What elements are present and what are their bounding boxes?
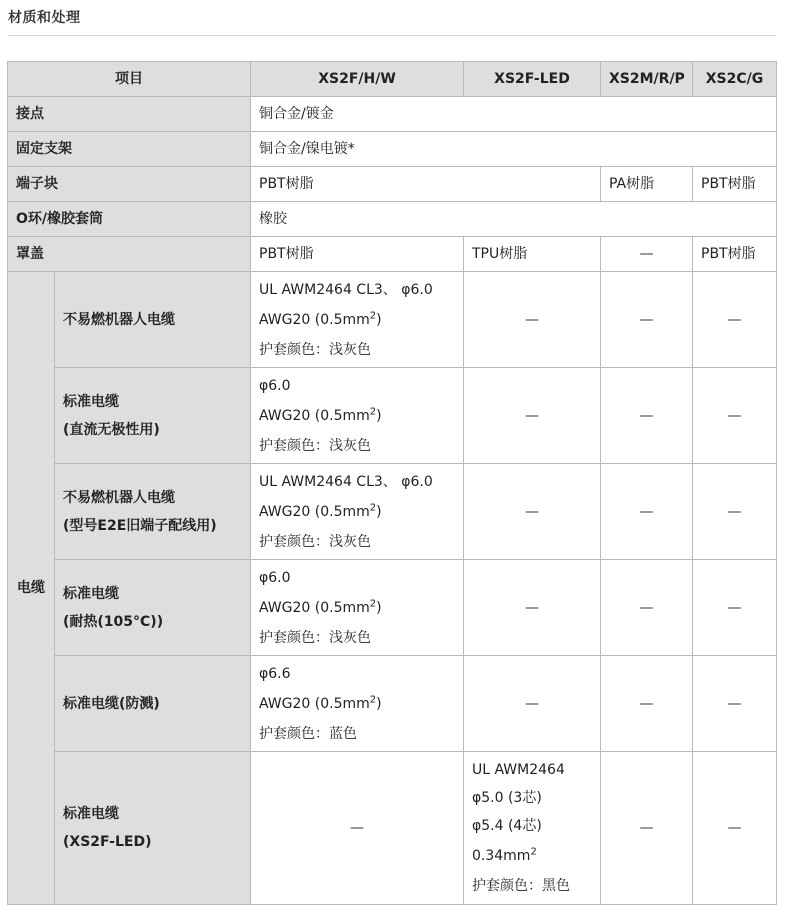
cable-spec-5-sup: 2: [369, 693, 377, 705]
cable-2-xs2c-dash: —: [693, 368, 777, 464]
cell-cover-xs2f-led: TPU树脂: [464, 237, 601, 272]
cable-name-1: [55, 272, 251, 368]
cable-spec-6-line-4: [472, 840, 592, 872]
row-label-cover: 罩盖: [8, 237, 251, 272]
cable-spec-5-line-1: φ6.6: [259, 665, 291, 682]
cable-spec-2-line-1: φ6.0: [259, 377, 291, 394]
cable-spec-4-close: ): [376, 599, 382, 616]
cable-spec-3-awg: AWG20 (0.5mm: [259, 503, 370, 520]
cell-oring-value: 橡胶: [251, 202, 777, 237]
materials-table: [7, 61, 777, 905]
cell-bracket-value: 铜合金/镍电镀*: [251, 132, 777, 167]
cable-spec-4-awg: AWG20 (0.5mm: [259, 599, 370, 616]
cable-name-4-line-2: (耐热(105°C)): [63, 613, 164, 630]
cable-name-6: [55, 752, 251, 905]
cable-spec-6-size: 0.34mm: [472, 848, 531, 864]
cable-spec-1: [251, 272, 464, 368]
cable-spec-2-close: ): [376, 407, 382, 424]
table-header-row: [8, 62, 777, 97]
cable-3-xs2m-dash: —: [601, 464, 693, 560]
cable-1-xs2c-dash: —: [693, 272, 777, 368]
cell-cover-xs2m: —: [601, 237, 693, 272]
cable-spec-6-line-2: φ5.0 (3芯): [472, 790, 542, 806]
cable-name-3-line-1: 不易燃机器人电缆: [63, 489, 175, 506]
table-row-cable-5: [8, 656, 777, 752]
cable-name-4-line-1: 标准电缆: [63, 585, 119, 602]
cable-spec-3-close: ): [376, 503, 382, 520]
cable-spec-5-line-3: 护套颜色：蓝色: [259, 725, 357, 742]
header-xs2f-led: XS2F-LED: [464, 62, 601, 97]
cable-spec-3-line-3: 护套颜色：浅灰色: [259, 533, 371, 550]
cable-spec-1-line-2: [259, 304, 455, 336]
cable-name-5: [55, 656, 251, 752]
cable-spec-3: [251, 464, 464, 560]
cable-6-xs2m-dash: —: [601, 752, 693, 905]
cell-cover-xs2f-h-w: PBT树脂: [251, 237, 464, 272]
cable-spec-4-line-2: [259, 592, 455, 624]
table-row-cover: [8, 237, 777, 272]
cable-spec-5: [251, 656, 464, 752]
cable-name-6-line-2: (XS2F-LED): [63, 834, 152, 850]
cell-terminal-block-xs2f: PBT树脂: [251, 167, 601, 202]
cable-spec-2: [251, 368, 464, 464]
table-row-contact: [8, 97, 777, 132]
cable-spec-2-line-2: [259, 400, 455, 432]
cable-spec-4-line-1: φ6.0: [259, 569, 291, 586]
cable-spec-1-line-1: UL AWM2464 CL3、 φ6.0: [259, 281, 433, 298]
cable-spec-4: [251, 560, 464, 656]
cable-name-1-line-1: 不易燃机器人电缆: [63, 311, 175, 328]
row-label-bracket: 固定支架: [8, 132, 251, 167]
table-row-cable-2: [8, 368, 777, 464]
cable-name-2-line-2: (直流无极性用): [63, 421, 160, 438]
cell-terminal-block-xs2m: PA树脂: [601, 167, 693, 202]
cable-5-xs2c-dash: —: [693, 656, 777, 752]
header-xs2c-g: XS2C/G: [693, 62, 777, 97]
cable-2-led-dash: —: [464, 368, 601, 464]
cable-name-3-line-2: (型号E2E旧端子配线用): [63, 517, 217, 534]
table-row-terminal-block: [8, 167, 777, 202]
cable-spec-1-awg: AWG20 (0.5mm: [259, 311, 370, 328]
cable-5-xs2m-dash: —: [601, 656, 693, 752]
cable-2-xs2m-dash: —: [601, 368, 693, 464]
title-divider: [8, 35, 776, 36]
table-row-cable-6: [8, 752, 777, 905]
cable-spec-5-close: ): [376, 695, 382, 712]
cable-spec-3-line-2: [259, 496, 455, 528]
cable-spec-1-close: ): [376, 311, 382, 328]
section-title: 材质和处理: [8, 10, 81, 26]
row-label-terminal-block: 端子块: [8, 167, 251, 202]
cable-spec-2-sup: 2: [369, 405, 377, 417]
cable-spec-2-line-3: 护套颜色：浅灰色: [259, 437, 371, 454]
cable-spec-3-line-1: UL AWM2464 CL3、 φ6.0: [259, 473, 433, 490]
cable-spec-3-sup: 2: [369, 501, 377, 513]
table-row-bracket: [8, 132, 777, 167]
cable-6-xs2f-dash: —: [251, 752, 464, 905]
cable-3-led-dash: —: [464, 464, 601, 560]
cable-name-6-line-1: 标准电缆: [63, 806, 119, 822]
table-row-cable-4: [8, 560, 777, 656]
cable-1-xs2m-dash: —: [601, 272, 693, 368]
header-xs2m-r-p: XS2M/R/P: [601, 62, 693, 97]
cable-spec-2-awg: AWG20 (0.5mm: [259, 407, 370, 424]
cable-1-led-dash: —: [464, 272, 601, 368]
cable-spec-1-sup: 2: [369, 309, 377, 321]
cable-5-led-dash: —: [464, 656, 601, 752]
table-row-oring: [8, 202, 777, 237]
cell-terminal-block-xs2c: PBT树脂: [693, 167, 777, 202]
row-label-cable: 电缆: [8, 272, 55, 905]
cable-4-xs2m-dash: —: [601, 560, 693, 656]
cell-contact-value: 铜合金/镀金: [251, 97, 777, 132]
cable-name-2-line-1: 标准电缆: [63, 393, 119, 410]
cable-spec-6-line-1: UL AWM2464: [472, 762, 565, 778]
cable-spec-6-line-3: φ5.4 (4芯): [472, 818, 542, 834]
cable-spec-4-sup: 2: [369, 597, 377, 609]
cable-6-xs2c-dash: —: [693, 752, 777, 905]
table-row-cable-1: [8, 272, 777, 368]
cable-spec-6-led: [464, 752, 601, 905]
table-row-cable-3: [8, 464, 777, 560]
header-item: 项目: [8, 62, 251, 97]
cable-spec-4-line-3: 护套颜色：浅灰色: [259, 629, 371, 646]
cable-4-led-dash: —: [464, 560, 601, 656]
row-label-contact: 接点: [8, 97, 251, 132]
cell-cover-xs2c: PBT树脂: [693, 237, 777, 272]
cable-spec-6-line-5: 护套颜色：黑色: [472, 878, 570, 894]
cable-name-3: [55, 464, 251, 560]
cable-3-xs2c-dash: —: [693, 464, 777, 560]
row-label-oring: O环/橡胶套筒: [8, 202, 251, 237]
cable-4-xs2c-dash: —: [693, 560, 777, 656]
cable-spec-6-sup: 2: [530, 846, 537, 858]
cable-spec-1-line-3: 护套颜色：浅灰色: [259, 341, 371, 358]
cable-name-5-line-1: 标准电缆(防溅): [63, 695, 160, 712]
header-xs2f-h-w: XS2F/H/W: [251, 62, 464, 97]
cable-spec-5-line-2: [259, 688, 455, 720]
cable-name-4: [55, 560, 251, 656]
cable-name-2: [55, 368, 251, 464]
cable-spec-5-awg: AWG20 (0.5mm: [259, 695, 370, 712]
